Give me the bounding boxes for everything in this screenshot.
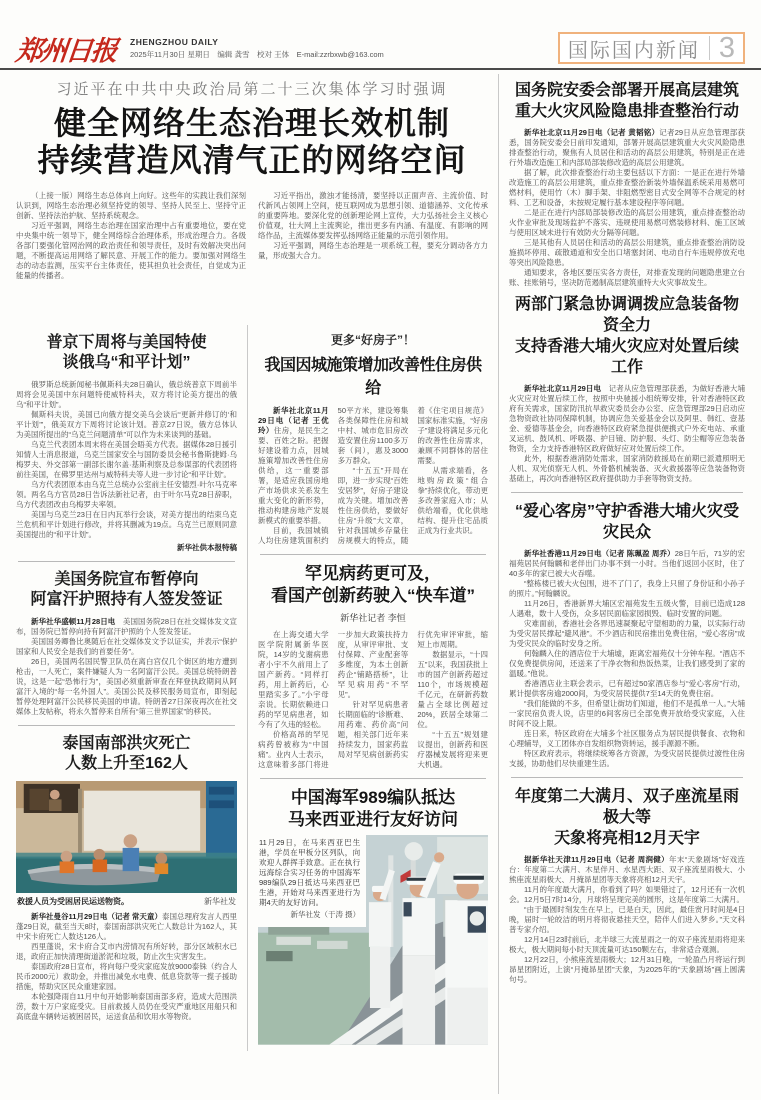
article-astronomy: [509, 786, 745, 985]
rare-disease-byline: 新华社记者 李恒: [340, 613, 406, 623]
section-title: 国际国内新闻: [567, 39, 700, 62]
housing-paragraphs: 目前，我国城镇人均住房建筑面积约50平方米，建设筹集各类保障性住房和城中村、城市危旧房改造安置住房1100多万套（间），惠及3000多万群众。 “十五五”开局在即，进一步实现“百姓安居梦”，好房子建设成为关键。增加改善性住房供给，要做好住房“升级”大文章，针对我国城乡存量住房规模大的特点，随着《住宅项目规范》国家标准实施，“好房子”建设将满足多元化的改善性住房需求，兼顾不同群体的居住需要。 从需求端看，各地购房政策“组合拳”持续优化，带动更多改善家庭入市；从供给端看，优化供地结构、提升住宅品质正成为行业共识。: [258, 406, 488, 545]
masthead-logo: 郑州日报: [14, 35, 118, 66]
hk-supplies-lead-text: 记者从应急管理部获悉，为做好香港大埔火灾应对处置后续工作，按照中央驰援小组统筹安排，针对香港特区政府有关需求，国家防汛抗旱救灾委员会办公室、应急管理部29日启动应急物资政社协同保障机制，协调应急关爱基金会以及阿里、韩红、壹基金、爱德等基金会，向香港特区政府紧急提供便携式户外充电站、承重叉运机、鼓风机、呼吸器、护目镜、防护服、头灯、防尘帽等应急装备物资，全力支持香港特区政府做好应对处置后续工作。: [509, 384, 746, 453]
fire-lead: [509, 128, 745, 168]
flood-caption-text: 救援人员为受困居民运送物资。: [17, 897, 129, 907]
article-rare-disease: [258, 563, 488, 770]
article-fire-inspection: [509, 80, 745, 288]
astronomy-lead-text: 年末“天象剧场”好戏连台：年度第二大满月、木星伴月、水星西大距、双子座流星雨极大、小熊座流星雨极大、月掩昴星团等天象将亮相12月天宇。: [509, 855, 745, 884]
housing-lead: [258, 406, 329, 526]
housing-body: [258, 406, 488, 546]
us-visa-title: [16, 570, 237, 610]
lead-headline-line2: 持续营造风清气正的网络空间: [37, 142, 467, 178]
us-visa-lead: [16, 617, 237, 637]
thailand-title: [16, 734, 237, 774]
flood-photo-caption: [17, 896, 236, 907]
putin-title: [16, 333, 237, 373]
housing-title: 我国因城施策增加改善性住房供给: [264, 357, 482, 397]
article-hk-supplies: [509, 294, 745, 484]
rare-title-line1: 罕见病药更可及，: [305, 564, 441, 583]
divider: [18, 725, 235, 726]
fire-title-line2: 重大火灾风险隐患排查整治行动: [514, 103, 739, 120]
thailand-dateline: 新华社曼谷11月29日电（记者 常天童）: [31, 912, 162, 922]
rare-title-line2: 看国产创新药驶入“快车道”: [271, 586, 475, 605]
navy-photo-caption: [258, 835, 366, 927]
flood-caption-credit: 新华社发: [204, 897, 236, 907]
thailand-body: 西里蓬说，宋卡府合艾市内涝情况有所好转，部分区域积水已退，政府正加快清理街道淤泥和垃圾，防止次生灾害发生。 泰国政府28日宣布，将向每户受灾家庭发放9000泰铢（约合人民币2000元）救助金，并推出减免水电费、低息贷款等一揽子援助措施，帮助灾区民众重建家园。 本轮强降雨自11月中旬开始影响泰国南部多府，造成大范围洪涝，数十万户家庭受灾。目前救援人员仍在受灾严重地区用船只和高底盘车辆转运被困居民，运送食品和饮用水等物资。: [16, 942, 237, 1022]
column-left: [16, 325, 248, 1051]
hk-supplies-body: 此外，根据香港消防处需求，国家消防救援局在前期已派遣照明无人机、双光侦察无人机、外骨骼机械装备、灭火救援器等应急装备物资基础上，再次向香港特区政府提供助力手套等物资支持。: [509, 454, 745, 483]
hk-supplies-title-line2: 支持香港大埔火灾应对处置后续工作: [514, 338, 739, 376]
navy-title: [258, 787, 488, 831]
page-number: 3: [718, 31, 735, 64]
hk-supplies-title: [509, 294, 745, 378]
hk-supplies-lead: [509, 384, 745, 454]
fire-dateline: 新华社北京11月29日电（记者 黄韬铭）: [524, 128, 660, 137]
header-rule: [0, 68, 761, 70]
fire-title-line1: 国务院安委会部署开展高层建筑: [514, 82, 739, 99]
hk-supplies-title-line1: 两部门紧急协调调拨应急装备物资全力: [514, 296, 739, 334]
putin-title-line2: 谈俄乌“和平计划”: [62, 354, 191, 371]
us-visa-body: 美国国务卿鲁比奥随后在社交媒体发文予以证实，并表示“保护国家和人民安全是我们的首要任务”。 26日，美国两名国民警卫队员在离白宫仅几个街区的地方遭到枪击，一人死亡，案件嫌疑人为一名阿富汗公民。美国总统特朗普说，这是一起“恐怖行为”，美国必须重新审查在拜登执政期间从阿富汗入境的“每一名外国人”。美国公民及移民服务局宣布，即刻起暂停处理阿富汗公民移民美国的申请。特朗普27日深夜再次在社交媒体上发帖称，将永久暂停来自所有“第三世界国家”的移民。: [16, 637, 237, 716]
lead-kicker: 习近平在中共中央政治局第二十三次集体学习时强调: [56, 81, 448, 98]
us-visa-title-line1: 美国务院宣布暂停向: [54, 571, 199, 588]
lead-body: （上接一版）网络生态总体向上向好。这些年的实践让我们深刻认识到，网络生态治理必须坚持党的领导、坚持人民至上、坚持守正创新、坚持法治护航、坚持系统观念。 习近平强调，网络生态治理在国家治理中占有重要地位，要在党中央集中统一领导下，健全网络综合治理体系，形成治理合力。各级各部门要强化管网治网的政治责任和领导责任，及时有效解决突出问题，不断提高运用网络了解民意、开展工作的能力。要加强对网络生态的动态监测，压实平台主体责任，使其担负社会责任，自觉成为正能量的传播者。 习近平指出，激浊才能扬清，要坚持以正面声音、主流价值、时代新风占领网上空间，使互联网成为思想引领、道德涵养、文化传承的重要阵地。要深化党的创新理论网上宣传，大力弘扬社会主义核心价值观，壮大网上主流舆论，推出更多有内涵、有温度、有影响的网络作品，主流媒体要发挥弘扬网络正能量的示范引领作用。 习近平强调，网络生态治理是一项系统工程，要充分调动各方力量，形成强大合力。: [16, 191, 488, 280]
navy-caption-credit: 新华社发（于涛 摄）: [290, 910, 361, 919]
divider: [18, 561, 235, 562]
fire-lead-text: 记者29日从应急管理部获悉，国务院安委会日前印发通知，部署开展高层建筑重大火灾风险隐患排查整治行动，聚焦有人员居住和活动的高层公用建筑，特别是正在进行外墙改造施工和内部局部装修改造的高层公用建筑。: [509, 128, 746, 167]
article-navy: [258, 787, 488, 1045]
hk-rooms-lead-text: 28日午后，71岁的宏福苑居民何翰麟和老伴出门办事不到一小时。当他们返回小区时，住了40多年的家已被大火吞噬。: [509, 549, 746, 578]
us-visa-lead-text: 美国国务院28日在社交媒体发文宣布，国务院已暂停向持有阿富汗护照的个人签发签证。: [16, 617, 237, 636]
left-zone: [16, 74, 488, 1094]
astronomy-title-line2: 天象将亮相12月天宇: [554, 830, 700, 847]
fire-body: 据了解，此次排查整治行动主要包括以下方面：一是正在进行外墙改造施工的高层公用建筑，重点排查整治新装外墙保温系统采用易燃可燃材料，使用竹（木）脚手架、非阻燃型密目式安全网等不合规定的材料、工艺和设备，未按规定履行基本建设程序等问题。 二是正在进行内部局部装修改造的高层公用建筑，重点排查整治动火作业审批及现场监护不落实、违规使用易燃可燃装修材料、施工区域与使用区域未进行有效防火分隔等问题。 三是其他有人员居住和活动的高层公用建筑，重点排查整治消防设施损坏停用、疏散通道和安全出口堵塞封闭、电动自行车违规停放充电等突出风险隐患。 通知要求，各地区要压实各方责任，对排查发现的问题隐患建立台账、挂账销号，坚决防范遏制高层建筑重特大火灾事故发生。: [509, 168, 745, 287]
flood-rescue-photo: [16, 781, 237, 893]
fire-title: [509, 80, 745, 122]
article-hk-rooms: [509, 501, 745, 769]
thailand-lead: [16, 912, 237, 942]
divider: [511, 777, 743, 778]
astronomy-body: 11月的年度最大满月，你看到了吗？如果错过了，12月还有一次机会。12月5日7时14分，月球将呈现完美的圆形，这是年度第二大满月。 “由于最圆时刻发生在早上，已是白天，因此，最佳赏月时间是4日晚，届时一轮皎洁的明月将彻夜悬挂天空，陪伴人们进入梦乡。”天文科普专家介绍。 12月14日23时前后，北半球三大流星雨之一的双子座流星雨将迎来极大，极大期间每小时天顶流量可达150颗左右，非常适合观测。 12月22日，小熊座流星雨极大；12月31日晚，一轮盈凸月将运行到昴星团附近，上演“月掩昴星团”天象，为2025年的“天象剧场”画上圆满句号。: [509, 885, 745, 984]
section-divider: [709, 36, 710, 60]
housing-lead-text: 住房，是民生之要、百姓之盼。把握好建设着力点，因城施策增加改善性住房供给，这一重要部署，是适应我国房地产市场供求关系发生重大变化的新形势，推动构建房地产发展新模式的重要举措。: [258, 426, 329, 525]
thailand-lead-text: 泰国总理府发言人西里蓬29日说，截至当天8时，泰国南部洪灾死亡人数总计为162人，其中宋卡府死亡人数达126人。: [16, 912, 237, 942]
us-visa-title-line2: 阿富汗护照持有人签发签证: [30, 591, 223, 608]
astronomy-title: [509, 786, 745, 849]
article-thailand: [16, 734, 237, 1022]
masthead-english: ZHENGZHOU DAILY: [130, 36, 219, 47]
lead-headline-line1: 健全网络生态治理长效机制: [53, 105, 450, 141]
housing-dateline: 新华社北京11月29日电（记者 王优玲）: [258, 406, 329, 435]
content-area: [16, 74, 745, 1094]
rare-disease-title: [258, 563, 488, 607]
article-housing: [258, 331, 488, 546]
navy-title-line1: 中国海军989编队抵达: [290, 788, 456, 807]
lead-headline: [16, 105, 488, 179]
article-lead-story: [16, 78, 488, 313]
navy-photo-block: [258, 835, 488, 1045]
sub-columns: [16, 325, 488, 1051]
section-box: [558, 32, 745, 64]
divider: [511, 492, 743, 493]
thailand-title-line1: 泰国南部洪灾死亡: [62, 735, 191, 752]
hk-rooms-lead: [509, 549, 745, 579]
putin-title-line1: 普京下周将与美国特使: [46, 334, 207, 351]
article-us-visa: [16, 570, 237, 717]
navy-caption-text: 11月29日，在马来西亚巴生港，学员在甲板分区列队，向欢迎人群挥手致意。正在执行远海综合实习任务的中国海军989编队29日抵达马来西亚巴生港，开始对马来西亚进行为期4天的友好访问。: [259, 838, 361, 907]
hk-rooms-dateline: 新华社香港11月29日电（记者 陈珮盈 周乔）: [524, 549, 675, 558]
rare-disease-body: 在上海交通大学医学院附属新华医院，14岁的戈谢病患者小宇不久前用上了国产新药。“同样打药，用上新药后，心里踏实多了。”小宇母亲说。长期依赖进口药的罕见病患者，如今有了久违的轻松。 价格高昂的罕见病药曾被称为“中国痛”。业内人士表示，这意味着多部门将进一步加大政策扶持力度，从审评审批、支付保障、产业配套等多维度，为本土创新药企“铺路搭桥”，让罕见病用药“不罕见”。 针对罕见病患者长期面临的“诊断难、用药难、药价高”问题，相关部门近年来持续发力，国家药监局对罕见病创新药实行优先审评审批，缩短上市周期。 数据显示，“十四五”以来，我国获批上市的国产创新药超过110个，市场规模超千亿元，在研新药数量占全球比例超过20%，跃居全球第二位。 “十五五”规划建议提出，创新药和医疗器械发展将迎来更大机遇。: [258, 630, 488, 769]
us-visa-dateline: 新华社华盛顿11月28日电: [31, 617, 116, 626]
putin-credit: 新华社供本报特稿: [177, 543, 237, 552]
page-header: [16, 30, 745, 66]
astronomy-title-line1: 年度第二大满月、双子座流星雨极大等: [514, 788, 739, 826]
astronomy-dateline: 据新华社天津11月29日电（记者 周润健）: [524, 855, 669, 864]
thailand-title-line2: 人数上升至162人: [65, 755, 188, 772]
article-putin: [16, 333, 237, 553]
navy-title-line2: 马来西亚进行友好访问: [288, 810, 458, 829]
header-meta: [130, 37, 558, 60]
divider: [260, 778, 486, 779]
column-right: [498, 74, 745, 1094]
housing-kicker: 更多“好房子”！: [330, 333, 415, 347]
divider: [260, 554, 486, 555]
hk-supplies-dateline: 新华社北京11月29日电: [524, 384, 602, 393]
hk-rooms-body: “整栋楼已被大火包围，进不了门了，我身上只留了身份证和小孙子的照片。”何翰麟说。 11月26日，香港新界大埔区宏福苑发生五级火警，目前已造成128人遇难，数十人受伤，众多居民面临家园损毁、临时安置的问题。 灾难面前，香港社会各界迅速凝聚起守望相助的力量，以实际行动为受灾居民撑起“避风港”。不少酒店和民宿推出免费住宿，“爱心客房”成为受灾民众的临时安身之所。 何翰麟入住的酒店位于大埔墟，距离宏福苑仅十分钟车程。“酒店不仅免费提供房间，还送来了干净衣物和热饭热菜，让我们感受到了家的温暖。”他说。 香港酒店业主联会表示，已有超过50家酒店参与“爱心客房”行动，累计提供客房逾2000间，为受灾居民提供7至14天的免费住宿。 “我们能做的不多，但希望让街坊们知道，他们不是孤单一人。”大埔一家民宿负责人说，店里的6间客房已全部免费开放给受灾家庭，入住时间不设上限。 连日来，特区政府在大埔多个社区服务点为居民提供餐食、衣物和心理辅导，义工团体亦自发组织物资转运，援手源源不断。 特区政府表示，将继续统筹各方资源，为受灾居民提供过渡性住房支援，协助他们尽快重建生活。: [509, 579, 745, 768]
putin-body: 俄罗斯总统新闻秘书佩斯科夫28日确认，俄总统普京下周前半周将会见美国中东问题特使威特科夫，双方将讨论美方提出的俄乌“和平计划”。 佩斯科夫说，美国已向俄方提交美乌会谈后“更新并修订的‘和平计划’”，俄美双方下周将讨论该计划。普京27日说，俄方总体认为美国所提出的“乌克兰问题清单”可以作为未来谈判的基础。 乌克兰代表团本周末将在美国会晤美方代表。据媒体28日援引知情人士消息报道，乌克兰国家安全与国防委员会秘书鲁斯捷姆·乌梅罗夫、外交部第一副部长谢尔盖·基斯利察及总参谋部的代表团将前往美国，在佛罗里达州与威特科夫等人进一步讨论“和平计划”。 乌方代表团原本由乌克兰总统办公室前主任安德烈·叶尔马克率领。两名乌方官员28日告诉法新社记者，由于叶尔马克28日辞职，乌方代表团改由乌梅罗夫率领。 美国与乌克兰23日在日内瓦举行会谈，对美方提出的结束乌克兰危机和平计划进行修改，并将其删减为19点。乌克兰已原则同意美国提出的“和平计划”。: [16, 380, 237, 539]
column-middle: [248, 325, 488, 1051]
header-dateline: 2025年11月30日 星期日 编辑 龚雪 校对 王体 E-mail:zzrbxwb@163.com: [130, 49, 384, 59]
astronomy-lead: [509, 855, 745, 885]
hk-rooms-title: “爱心客房”守护香港大埔火灾受灾民众: [514, 503, 739, 541]
